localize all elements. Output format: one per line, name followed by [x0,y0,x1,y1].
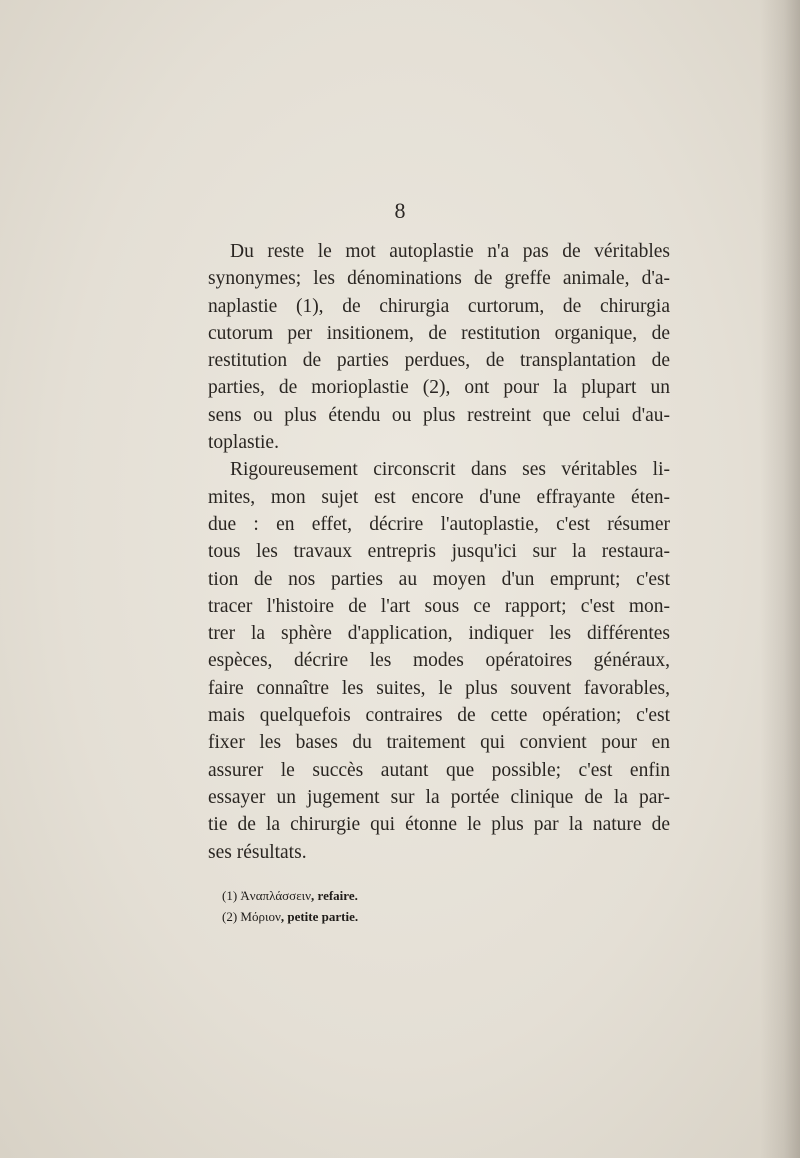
text-line: assurer le succès autant que possible; c'est enfin [208,759,670,781]
text-line: due : en effet, décrire l'autoplastie, c'est résumer [208,513,670,535]
text-line: mais quelquefois contraires de cette opération; c'est [208,705,670,727]
text-line: ses résultats. [208,841,307,863]
footnote-greek-term: Μόριον [240,909,281,924]
text-line: trer la sphère d'application, indiquer les différentes [208,623,670,645]
footnote-marker: (2) [222,909,238,924]
footnote-marker: (1) [222,888,238,903]
page-number: 8 [394,198,406,223]
text-line: mites, mon sujet est encore d'une effrayante éten- [208,486,670,508]
footnote [222,885,358,906]
footnote-greek-term: Ἀναπλάσσειν [240,888,312,903]
text-line: essayer un jugement sur la portée clinique de la par- [208,786,670,808]
text-line: Du reste le mot autoplastie n'a pas de véritables [230,241,670,262]
text-line: tion de nos parties au moyen d'un emprunt; c'est [208,568,670,590]
paragraph [208,238,670,456]
body-text [208,238,670,866]
text-line: espèces, décrire les modes opératoires généraux, [208,650,670,672]
text-line: synonymes; les dénominations de greffe animale, d'a- [208,268,670,290]
text-line: tie de la chirurgie qui étonne le plus par la nature de [208,814,670,836]
text-line: fixer les bases du traitement qui convient pour en [208,732,670,754]
text-line: naplastie (1), de chirurgia curtorum, de chirurgia [208,295,670,317]
text-line: tracer l'histoire de l'art sous ce rapport; c'est mon- [208,595,670,617]
text-line: sens ou plus étendu ou plus restreint que celui d'au- [208,404,670,426]
footnote [222,906,358,927]
text-line: restitution de parties perdues, de transplantation de [208,350,670,372]
paragraph [208,456,670,865]
text-line: tous les travaux entrepris jusqu'ici sur la restaura- [208,541,670,563]
footnotes [222,885,358,927]
text-line: faire connaître les suites, le plus souvent favorables, [208,677,670,699]
footnote-text: , refaire. [311,888,358,903]
footnote-text: , petite partie. [280,909,359,924]
text-line: Rigoureusement circonscrit dans ses véritables li- [230,459,670,481]
page-edge-shadow [760,0,800,1158]
text-line: toplastie. [208,432,279,454]
text-line: parties, de morioplastie (2), ont pour la plupart un [208,377,670,399]
text-line: cutorum per insitionem, de restitution organique, de [208,322,670,344]
